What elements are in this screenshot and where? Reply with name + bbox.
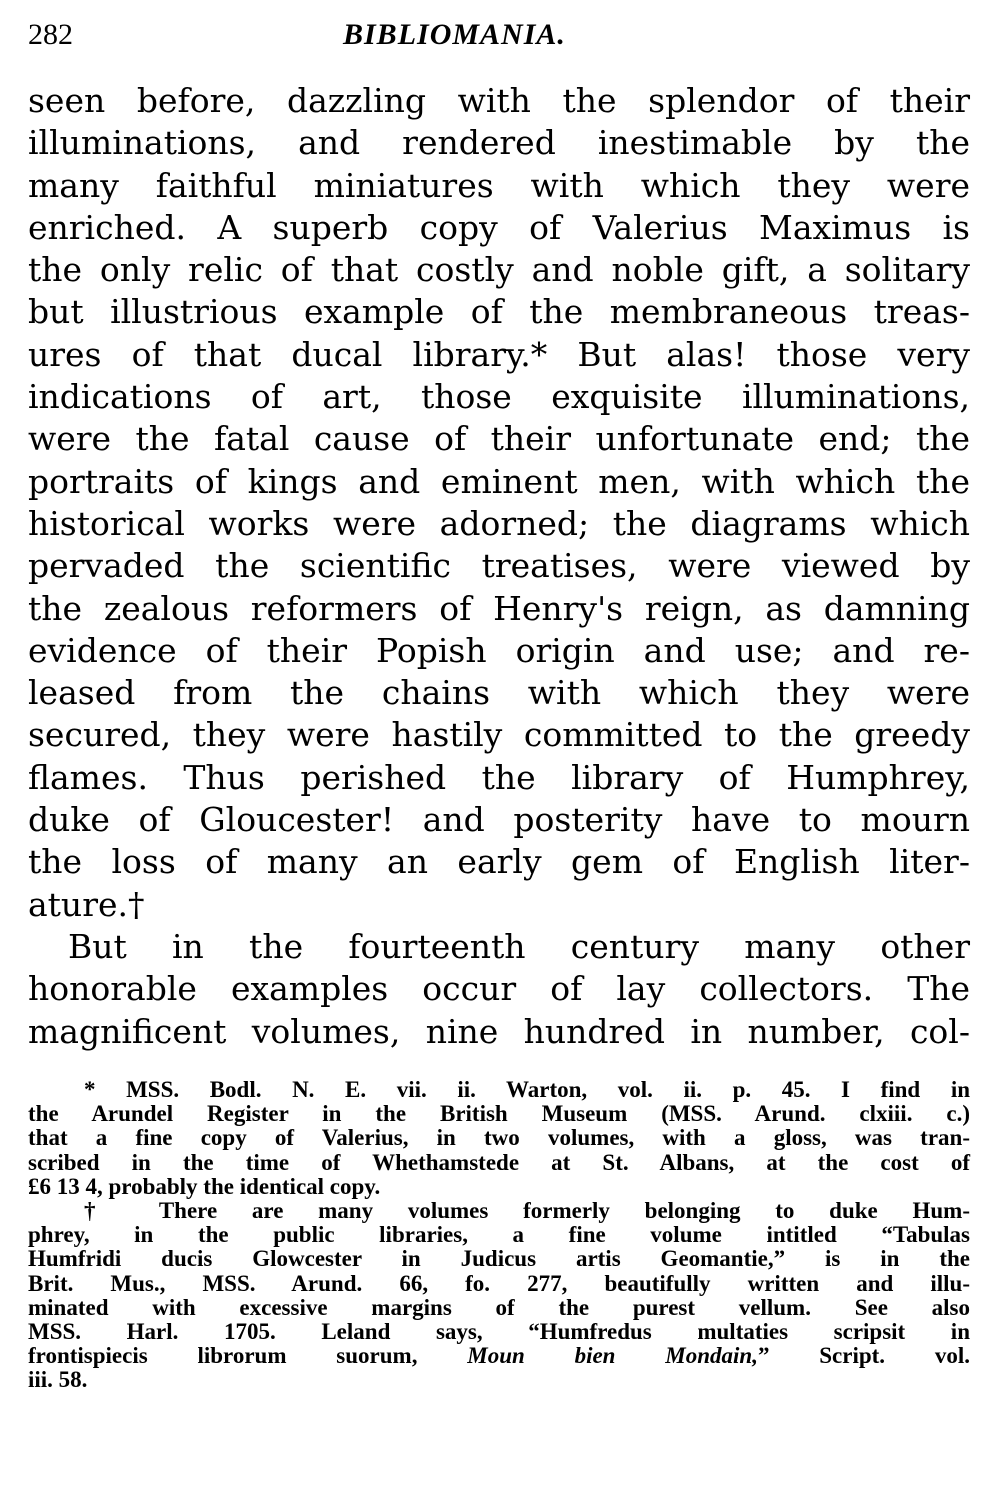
body-line: many faithful miniatures with which they were [28,165,970,205]
body-line: the only relic of that costly and noble gift, a solitary [28,250,970,290]
footnote-line: phrey, in the public libraries, a fine volume intitled “Tabulas [28,1222,970,1248]
body-line: seen before, dazzling with the splendor of their [28,81,970,120]
footnote-line: £6 13 4, probably the identical copy. [28,1173,381,1199]
body-line: ures of that ducal library.* But alas! those very [28,334,970,374]
footnote-line: Humfridi ducis Glowcester in Judicus artis Geomantie,” is in the [28,1246,970,1272]
body-line: But in the fourteenth century many other [68,926,970,966]
running-title: BIBLIOMANIA. [343,18,566,51]
body-line: indications of art, those exquisite illuminations, [28,377,970,417]
body-line: leased from the chains with which they were [28,673,970,713]
body-text [28,80,970,1053]
body-line: evidence of their Popish origin and use; and re- [28,630,970,670]
page-number: 282 [28,18,73,51]
body-line: secured, they were hastily committed to the greedy [28,715,970,755]
footnote-line: the Arundel Register in the British Museum (MSS. Arund. clxiii. c.) [28,1101,970,1127]
body-line: historical works were adorned; the diagrams which [28,503,970,543]
footnote-line: * MSS. Bodl. N. E. vii. ii. Warton, vol. ii. p. 45. I find in [84,1077,970,1102]
footnote-line: † There are many volumes formerly belonging to duke Hum- [84,1197,970,1223]
footnote-segment-italic: Moun bien Mondain, [467,1343,758,1369]
body-line: the loss of many an early gem of English liter- [28,842,970,882]
footnote-line: scribed in the time of Whethamstede at St. Albans, at the cost of [28,1149,970,1175]
body-line: illuminations, and rendered inestimable by the [28,123,970,163]
body-line: honorable examples occur of lay collectors. The [28,969,970,1009]
footnote-line [28,1344,970,1368]
footnote-segment-post: ” Script. vol. [757,1343,970,1369]
footnotes [28,1078,970,1392]
footnote-line: iii. 58. [28,1367,88,1393]
footnote-line: that a fine copy of Valerius, in two volumes, with a gloss, was tran- [28,1125,970,1151]
body-line: but illustrious example of the membraneous treas- [28,292,970,332]
body-line: duke of Gloucester! and posterity have to mourn [28,800,970,840]
footnote-line: Brit. Mus., MSS. Arund. 66, fo. 277, beautifully written and illu- [28,1270,970,1296]
body-line: ature.† [28,884,145,924]
body-line: portraits of kings and eminent men, with which the [28,461,970,501]
body-line: flames. Thus perished the library of Humphrey, [28,757,970,797]
footnote-segment-pre: frontispiecis librorum suorum, [28,1343,468,1369]
body-line: the zealous reformers of Henry's reign, as damning [28,588,970,628]
running-header [28,18,970,58]
footnote-line: minated with excessive margins of the purest vellum. See also [28,1294,970,1320]
body-line: were the fatal cause of their unfortunate end; the [28,419,970,459]
body-line: enriched. A superb copy of Valerius Maximus is [28,207,970,247]
body-line: magnificent volumes, nine hundred in number, col- [28,1011,970,1051]
body-line: pervaded the scientific treatises, were viewed by [28,546,970,586]
footnote-line: MSS. Harl. 1705. Leland says, “Humfredus multaties scripsit in [28,1318,970,1344]
